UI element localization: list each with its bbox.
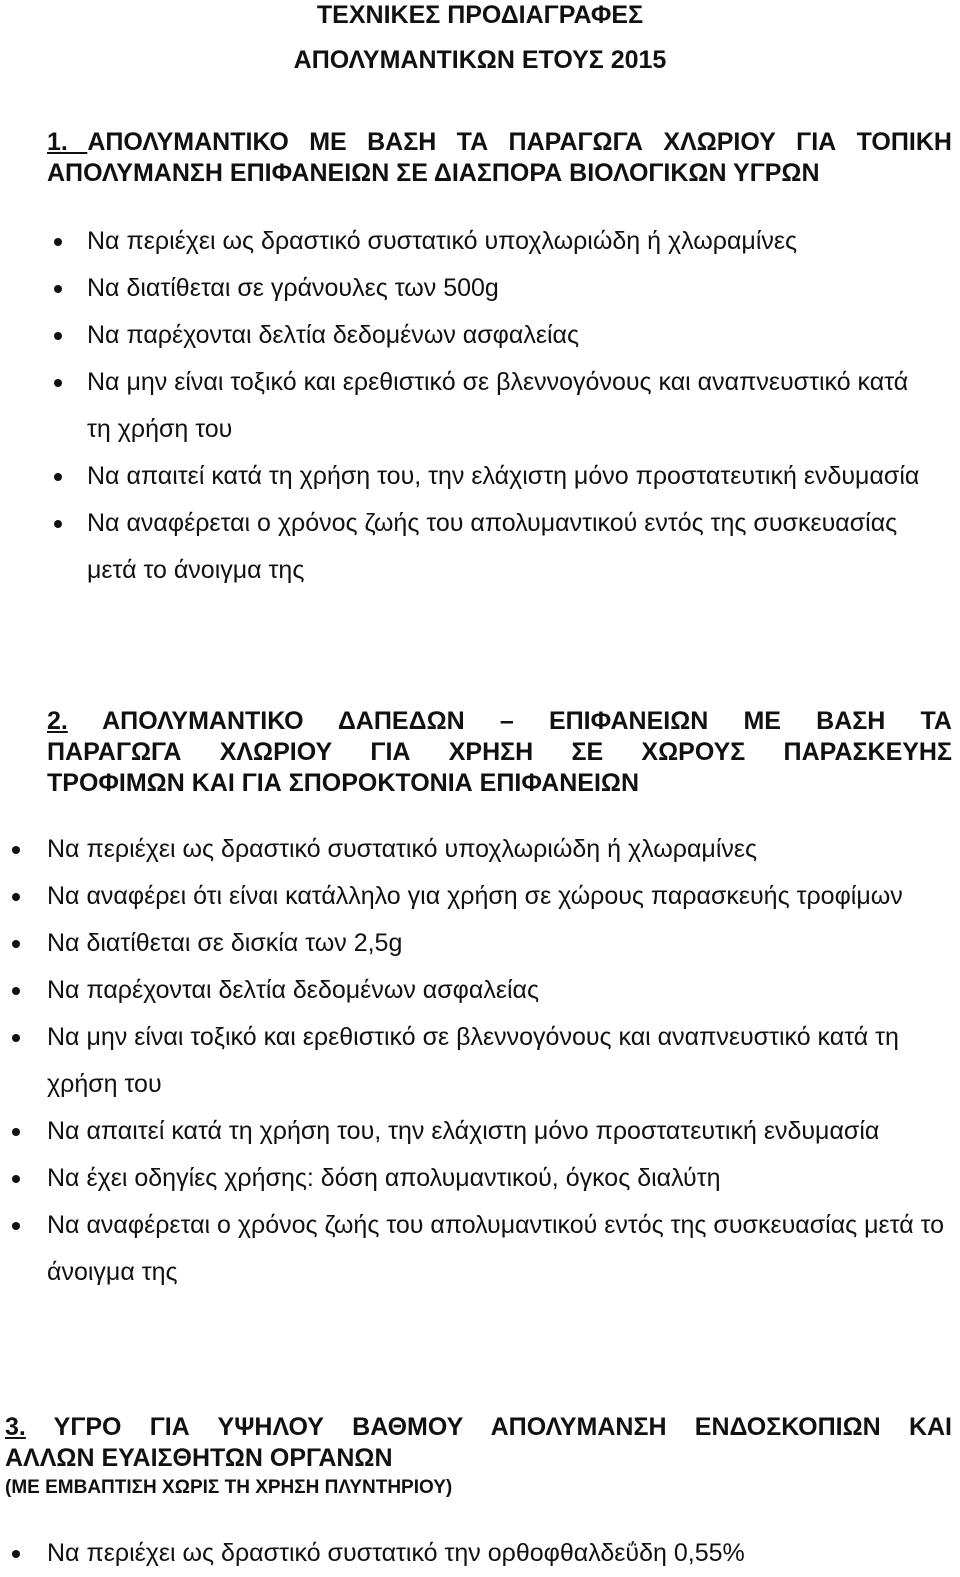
- section-1-heading-line2: ΑΠΟΛΥΜΑΝΣΗ ΕΠΙΦΑΝΕΙΩΝ ΣΕ ΔΙΑΣΠΟΡΑ ΒΙΟΛΟΓΙΚΩΝ ΥΓΡΩΝ: [47, 159, 820, 187]
- section-3-subnote: (ΜΕ ΕΜΒΑΠΤΙΣΗ ΧΩΡΙΣ ΤΗ ΧΡΗΣΗ ΠΛΥΝΤΗΡΙΟΥ): [5, 1477, 453, 1498]
- section-3-heading-line1: 3. ΥΓΡΟ ΓΙΑ ΥΨΗΛΟΥ ΒΑΘΜΟΥ ΑΠΟΛΥΜΑΝΣΗ ΕΝΔΟΣΚΟΠΙΩΝ ΚΑΙ: [5, 1413, 952, 1441]
- section-3-number: 3.: [5, 1413, 26, 1441]
- bullet-icon: [54, 379, 62, 387]
- bullet-icon: [54, 473, 62, 481]
- list-item: Να παρέχονται δελτία δεδομένων ασφαλείας: [0, 312, 960, 359]
- bullet-icon: [12, 893, 20, 901]
- list-item: Να περιέχει ως δραστικό συστατικό υποχλωριώδη ή χλωραμίνες: [0, 826, 960, 873]
- section-3-heading-line2: ΑΛΛΩΝ ΕΥΑΙΣΘΗΤΩΝ ΟΡΓΑΝΩΝ: [5, 1444, 393, 1472]
- section-2-heading-line3: ΤΡΟΦΙΜΩΝ ΚΑΙ ΓΙΑ ΣΠΟΡΟΚΤΟΝΙΑ ΕΠΙΦΑΝΕΙΩΝ: [47, 769, 639, 797]
- section-2-number: 2.: [47, 707, 68, 735]
- bullet-icon: [54, 285, 62, 293]
- list-item: Να μην είναι τοξικό και ερεθιστικό σε βλεννογόνους και αναπνευστικό κατά τη χρήση του: [0, 1014, 960, 1108]
- bullet-icon: [12, 940, 20, 948]
- list-item: Να απαιτεί κατά τη χρήση του, την ελάχιστη μόνο προστατευτική ενδυμασία: [0, 453, 960, 500]
- list-item: Να παρέχονται δελτία δεδομένων ασφαλείας: [0, 967, 960, 1014]
- document-title-line2: ΑΠΟΛΥΜΑΝΤΙΚΩΝ ΕΤΟΥΣ 2015: [293, 46, 667, 74]
- list-item: Να αναφέρει ότι είναι κατάλληλο για χρήση σε χώρους παρασκευής τροφίμων: [0, 873, 960, 920]
- bullet-icon: [54, 520, 62, 528]
- section-2-heading-line1: 2. ΑΠΟΛΥΜΑΝΤΙΚΟ ΔΑΠΕΔΩΝ – ΕΠΙΦΑΝΕΙΩΝ ΜΕ ΒΑΣΗ ΤΑ: [47, 707, 952, 735]
- bullet-icon: [12, 1034, 20, 1042]
- list-item: Να έχει οδηγίες χρήσης: δόση απολυμαντικού, όγκος διαλύτη: [0, 1155, 960, 1202]
- section-2-heading-line2: ΠΑΡΑΓΩΓΑ ΧΛΩΡΙΟΥ ΓΙΑ ΧΡΗΣΗ ΣΕ ΧΩΡΟΥΣ ΠΑΡΑΣΚΕΥΗΣ: [47, 738, 952, 766]
- bullet-icon: [12, 1128, 20, 1136]
- section-1-list: [0, 218, 960, 594]
- bullet-icon: [12, 987, 20, 995]
- list-item: Να περιέχει ως δραστικό συστατικό την ορθοφθαλδεΰδη 0,55%: [0, 1530, 960, 1577]
- bullet-icon: [12, 1175, 20, 1183]
- list-item: Να μην είναι τοξικό και ερεθιστικό σε βλεννογόνους και αναπνευστικό κατά τη χρήση του: [0, 359, 960, 453]
- list-item: Να διατίθεται σε γράνουλες των 500g: [0, 265, 960, 312]
- section-3-list: [0, 1530, 960, 1577]
- bullet-icon: [12, 1222, 20, 1230]
- bullet-icon: [54, 332, 62, 340]
- section-3-heading: [5, 1412, 952, 1474]
- list-item: Να αναφέρεται ο χρόνος ζωής του απολυμαντικού εντός της συσκευασίας μετά το άνοιγμα της: [0, 1202, 960, 1296]
- list-item: Να περιέχει ως δραστικό συστατικό υποχλωριώδη ή χλωραμίνες: [0, 218, 960, 265]
- section-1-heading: [47, 127, 952, 189]
- list-item: Να αναφέρεται ο χρόνος ζωής του απολυμαντικού εντός της συσκευασίας μετά το άνοιγμα της: [0, 500, 960, 594]
- list-item: Να απαιτεί κατά τη χρήση του, την ελάχιστη μόνο προστατευτική ενδυμασία: [0, 1108, 960, 1155]
- section-1-number: 1.: [47, 128, 88, 156]
- list-item: Να διατίθεται σε δισκία των 2,5g: [0, 920, 960, 967]
- document-title-line1: ΤΕΧΝΙΚΕΣ ΠΡΟΔΙΑΓΡΑΦΕΣ: [316, 1, 644, 29]
- section-1-heading-line1: 1. ΑΠΟΛΥΜΑΝΤΙΚΟ ΜΕ ΒΑΣΗ ΤΑ ΠΑΡΑΓΩΓΑ ΧΛΩΡΙΟΥ ΓΙΑ ΤΟΠΙΚΗ: [47, 128, 952, 156]
- section-2-list: [0, 826, 960, 1296]
- section-2-heading: [47, 706, 952, 799]
- bullet-icon: [12, 846, 20, 854]
- bullet-icon: [12, 1550, 20, 1558]
- bullet-icon: [54, 238, 62, 246]
